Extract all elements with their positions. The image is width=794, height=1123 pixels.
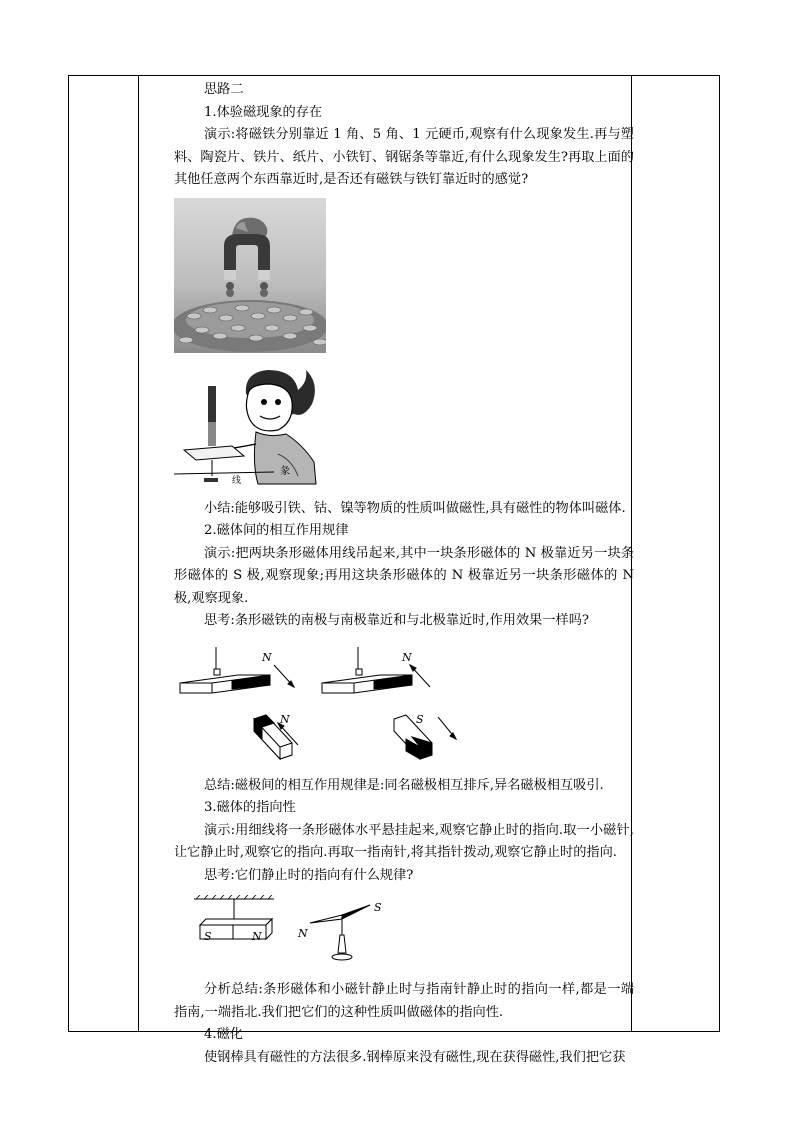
item4-title: 4.磁化 bbox=[204, 1027, 243, 1042]
lesson-table bbox=[68, 75, 720, 1065]
label-needle-s: S bbox=[374, 901, 382, 914]
thread-label: 线 bbox=[232, 475, 242, 486]
main-content bbox=[174, 76, 634, 1069]
bar-magnets-interaction-figure bbox=[174, 647, 634, 775]
item3-demo: 演示:用细线将一条形磁体水平悬挂起来,观察它静止时的指向.取一小磁针,让它静止时,观察它的指向.再取一指南针,将其指针拨动,观察它静止时的指向. bbox=[174, 822, 634, 860]
item1-demo: 演示:将磁铁分别靠近 1 角、5 角、1 元硬币,观察有什么现象发生.再与塑料、陶瓷片、铁片、纸片、小铁钉、钢锯条等靠近,有什么现象发生?再取上面的其他任意两个东西靠近时,是否还有磁铁与铁钉靠近时的感觉? bbox=[174, 127, 634, 187]
label-bar-s: S bbox=[204, 930, 212, 943]
label-needle-n: N bbox=[298, 927, 308, 940]
magnet-direction-figure bbox=[174, 895, 634, 973]
item2-title: 2.磁体间的相互作用规律 bbox=[204, 523, 349, 538]
label-n-top-right: N bbox=[402, 650, 412, 664]
magnet-coins-photo bbox=[174, 198, 634, 356]
item3-title: 3.磁体的指向性 bbox=[204, 800, 296, 815]
section-heading: 思路二 bbox=[204, 82, 244, 97]
item4-text: 使钢棒具有磁性的方法很多.钢棒原来没有磁性,现在获得磁性,我们把它获 bbox=[204, 1049, 626, 1065]
item2-think: 思考:条形磁铁的南极与南极靠近和与北极靠近时,作用效果一样吗? bbox=[204, 613, 589, 628]
label-n-top-left: N bbox=[262, 650, 272, 664]
item1-title: 1.体验磁现象的存在 bbox=[204, 104, 323, 120]
girl-magnet-illustration bbox=[174, 364, 634, 494]
label-bar-n: N bbox=[252, 930, 262, 943]
label-s-bottom-right: S bbox=[416, 712, 424, 726]
item2-demo: 演示:把两块条形磁体用线吊起来,其中一块条形磁体的 N 极靠近另一块条形磁体的 S 极,观察现象;再用这块条形磁体的 N 极靠近另一块条形磁体的 N 极,观察现象. bbox=[174, 545, 634, 606]
item3-analysis: 分析总结:条形磁体和小磁针静止时与指南针静止时的指向一样,都是一端指南,一端指北.我们把它们的这种性质叫做磁体的指向性. bbox=[174, 982, 634, 1020]
item1-summary: 小结:能够吸引铁、钴、镍等物质的性质叫做磁性,具有磁性的物体叫磁体. bbox=[204, 500, 626, 516]
item2-conclusion: 总结:磁极间的相互作用规律是:同名磁极相互排斥,异名磁极相互吸引. bbox=[204, 777, 604, 793]
column-divider-left bbox=[138, 76, 139, 1031]
item3-think: 思考:它们静止时的指向有什么规律? bbox=[204, 867, 414, 883]
svg-text:彖: 彖 bbox=[280, 465, 290, 477]
label-n-bottom-left: N bbox=[280, 712, 290, 726]
